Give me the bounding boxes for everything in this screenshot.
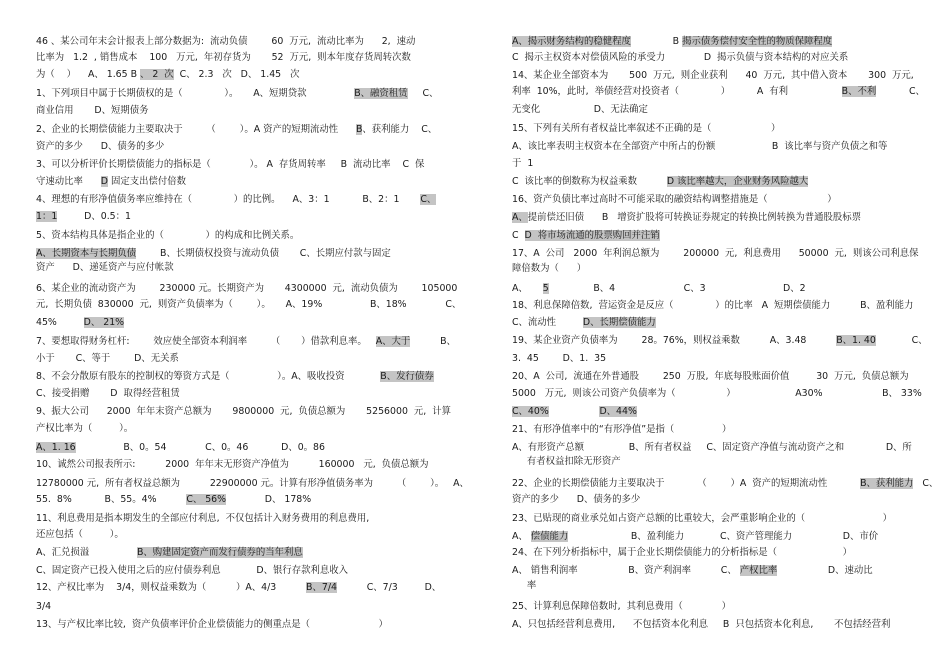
- text-segment: 14、某企业全部资本为 500 万元, 则企业获利 40 万元, 其中借入资本 300 万元,: [512, 70, 914, 81]
- text-segment: 比率为 1.2 , 销售成本 100 万元, 年初存货为 52 万元, 则本年度存货周转次数: [36, 52, 411, 63]
- highlighted-answer: D、44%: [599, 406, 637, 417]
- text-segment: 于 1: [512, 158, 534, 169]
- text-segment: 3、可以分析评价长期偿债能力的指标是（ ）。 A 存货周转率 B 流动比率 C 保: [36, 159, 425, 170]
- text-segment: A、有形资产总额 B、所有者权益 C、固定资产净值与流动资产之和 D、所: [512, 442, 912, 453]
- text-segment: 10、诚然公司报表所示: 2000 年年末无形资产净值为 160000 元, 负债总额为: [36, 459, 429, 470]
- text-segment: 22、企业的长期偿债能力主要取决于 （ ）A 资产的短期流动性: [512, 478, 861, 489]
- text-line: [36, 158, 424, 172]
- text-line: [36, 370, 434, 384]
- text-segment: B: [630, 36, 683, 47]
- text-line: [36, 175, 186, 189]
- text-segment: C、流动性: [512, 317, 583, 328]
- highlighted-answer: C、40%: [512, 406, 549, 417]
- text-segment: 3/4: [36, 601, 52, 612]
- text-segment: C 揭示主权资本对偿债风险的承受力 D 揭示负债与资本结构的对应关系: [512, 52, 849, 63]
- highlighted-answer: B、购建固定资产而发行债券的当年利息: [136, 547, 303, 558]
- text-segment: 13、与产权比率比较, 资产负债率评价企业偿债能力的侧重点是（ ）: [36, 619, 388, 630]
- text-line: [512, 103, 648, 117]
- text-segment: 23、已贴现的商业承兑如占资产总额的比重较大，会严重影响企业的（ ）: [512, 513, 893, 524]
- text-line: [512, 299, 913, 313]
- text-line: [512, 122, 780, 136]
- text-segment: 12、产权比率为 3/4，则权益乘数为（ ）A、4/3: [36, 582, 307, 593]
- highlighted-answer: D、长期偿债能力: [582, 317, 656, 328]
- text-segment: 7、要想取得财务杠杆: 效应使全部资本利润率 （ ）借款利息率。: [36, 336, 376, 347]
- highlighted-answer: 、 2 次: [140, 69, 174, 80]
- text-segment: 守速动比率: [36, 176, 101, 187]
- text-line: [36, 546, 303, 560]
- text-segment: 2、企业的长期偿债能力主要取决于 （ ）。A 资产的短期流动性: [36, 124, 356, 135]
- text-line: [36, 298, 461, 312]
- text-line: [36, 528, 124, 542]
- text-line: [36, 458, 429, 472]
- highlighted-answer: B、获利能力: [860, 478, 914, 489]
- highlighted-answer: D 该比率越大，企业财务风险越大: [666, 176, 809, 187]
- text-segment: 利率 10%，此时, 举债经营对投资者（ ） A 有利: [512, 86, 842, 97]
- highlighted-answer: D 将市场流通的股票购回并注销: [524, 230, 660, 241]
- text-line: [36, 441, 325, 455]
- text-segment: A、汇兑损溢: [36, 547, 137, 558]
- text-segment: 6、某企业的流动资产为 230000 元。长期资产为 4300000 元, 流动负债为 105000: [36, 283, 458, 294]
- text-segment: 55. 8% B、55。4%: [36, 494, 187, 505]
- text-line: [36, 140, 164, 154]
- text-line: [36, 564, 348, 578]
- text-segment: A、: [512, 283, 543, 294]
- text-segment: 16、资产负债比率过高时不可能采取的融资结构调整措施是（ ）: [512, 194, 837, 205]
- text-segment: 产权比率为（ ）。: [36, 423, 134, 434]
- text-line: [36, 123, 437, 137]
- text-segment: C、: [876, 86, 925, 97]
- text-segment: 5、资本结构具体是指企业的（ ）的构成和比例关系。: [36, 230, 300, 241]
- text-segment: 障倍数为（ ）: [512, 263, 587, 274]
- text-line: [36, 87, 438, 101]
- highlighted-answer: D: [100, 176, 108, 187]
- highlighted-answer: 5: [542, 283, 549, 294]
- text-line: [512, 51, 848, 65]
- text-segment: 15、下列有关所有者权益比率叙述不正确的是（ ）: [512, 123, 781, 134]
- text-segment: C、: [875, 335, 928, 346]
- text-line: [36, 68, 299, 82]
- text-segment: 为（ ） A、 1.65 B: [36, 69, 140, 80]
- text-line: [512, 211, 861, 225]
- text-line: [36, 229, 299, 243]
- text-segment: C、7/3 D、: [336, 582, 442, 593]
- text-segment: 25、计算利息保障倍数时, 其利息费用（ ）: [512, 601, 731, 612]
- text-segment: A、 销售利润率 B、资产利润率 C、: [512, 565, 740, 576]
- text-line: [512, 262, 586, 276]
- text-segment: A、该比率表明主权资本在全部资产中所占的份额 B 该比率与资产负债之和等: [512, 141, 888, 152]
- text-segment: 元, 长期负债 830000 元, 则资产负债率为（ ）。 A、19% B、18% C、: [36, 299, 462, 310]
- text-segment: 12780000 元, 所有者权益总额为 22900000 元。计算有形净值债务率为 （ ）。 A、: [36, 478, 469, 489]
- text-line: [512, 512, 892, 526]
- text-line: [36, 335, 456, 349]
- highlighted-answer: C、: [420, 194, 437, 205]
- text-segment: 8、不会分散原有股东的控制权的筹资方式是（ ）。A、吸收投资: [36, 371, 381, 382]
- text-line: [36, 261, 174, 275]
- highlighted-answer: 1：1: [36, 211, 58, 222]
- text-line: [36, 422, 133, 436]
- text-line: [36, 512, 369, 526]
- highlighted-answer: B、融资租赁: [354, 88, 408, 99]
- text-line: [36, 477, 469, 491]
- text-line: [36, 600, 51, 614]
- highlighted-answer: C、 56%: [186, 494, 227, 505]
- highlighted-answer: A、长期资本与长期负债: [36, 248, 137, 259]
- text-line: [512, 229, 660, 243]
- text-segment: C、: [407, 88, 439, 99]
- text-segment: 20、A 公司, 流通在外普通股 250 万股, 年底每股账面价值 30 万元, 负债总额为: [512, 371, 909, 382]
- highlighted-answer: B、1. 40: [836, 335, 876, 346]
- highlighted-answer: 产权比率: [739, 565, 778, 576]
- text-segment: 17、A 公司 2000 年利润总额为 200000 元, 利息费用 50000 元, 则该公司利息保: [512, 248, 919, 259]
- text-segment: 1、下列项目中属于长期债权的是（ ）。 A、短期贷款: [36, 88, 355, 99]
- text-segment: C、 2.3 次 D、 1.45 次: [173, 69, 300, 80]
- text-segment: B、4 C、3 D、2: [548, 283, 806, 294]
- text-segment: C、固定资产已投入使用之后的应付债券利息 D、银行存款利息收入: [36, 565, 349, 576]
- text-segment: 46 、某公司年末会计报表上部分数据为: 流动负债 60 万元, 流动比率为 2, 速动: [36, 36, 416, 47]
- highlighted-answer: A、大于: [375, 336, 411, 347]
- text-segment: D、 178%: [226, 494, 312, 505]
- text-segment: 提前偿还旧债 B 增资扩股将可转换证券规定的转换比例转换为普通股股标票: [527, 212, 862, 223]
- text-line: [512, 175, 808, 189]
- highlighted-answer: B、不利: [841, 86, 877, 97]
- text-segment: 资产 D、递延资产与应付帐款: [36, 262, 174, 273]
- text-line: [512, 600, 731, 614]
- text-line: [36, 405, 451, 419]
- text-line: [512, 579, 536, 593]
- text-segment: 5000 万元, 则该公司资产负债率为（ ） A30% B、 33%: [512, 388, 922, 399]
- text-segment: 无变化 D、无法确定: [512, 104, 648, 115]
- text-segment: 资产的多少 D、债务的多少: [512, 494, 641, 505]
- text-segment: B、长期债权投资与流动负债 C、长期应付款与固定: [136, 248, 391, 259]
- text-segment: 率: [512, 580, 537, 591]
- text-line: [512, 546, 852, 560]
- highlighted-answer: B、发行债券: [380, 371, 434, 382]
- text-segment: 4、理想的有形净值债务率应维持在（ ）的比例。 A、3：1 B、2：1: [36, 194, 421, 205]
- highlighted-answer: A、1. 16: [36, 442, 76, 453]
- text-line: [512, 316, 656, 330]
- highlighted-answer: B、7/4: [306, 582, 337, 593]
- text-segment: A、: [512, 531, 531, 542]
- text-segment: C、接受捐赠 D 取得经营租赁: [36, 388, 180, 399]
- highlighted-answer: A、: [512, 212, 528, 223]
- text-segment: [549, 406, 600, 417]
- text-segment: 、获利能力 C、: [362, 124, 438, 135]
- highlighted-answer: A、揭示财务结构的稳健程度: [512, 36, 631, 47]
- text-segment: 固定支出偿付倍数: [108, 176, 186, 187]
- text-line: [512, 387, 922, 401]
- text-segment: C 该比率的倒数称为权益乘数: [512, 176, 667, 187]
- text-line: [512, 423, 731, 437]
- text-segment: 有者权益扣除无形资产: [512, 456, 621, 467]
- text-segment: D、0.5：1: [57, 211, 131, 222]
- text-segment: 商业信用 D、短期债务: [36, 105, 149, 116]
- text-segment: B、: [410, 336, 456, 347]
- text-line: [36, 387, 180, 401]
- text-line: [36, 210, 131, 224]
- text-line: [512, 405, 637, 419]
- text-line: [512, 85, 925, 99]
- text-line: [36, 493, 311, 507]
- text-segment: 资产的多少 D、债务的多少: [36, 141, 165, 152]
- text-line: [512, 493, 640, 507]
- text-line: [36, 35, 415, 49]
- text-segment: 24、在下列分析指标中，属于企业长期偿债能力的分析指标是（ ）: [512, 547, 852, 558]
- highlighted-answer: 揭示债务偿付安全性的物质保障程度: [682, 36, 833, 47]
- highlighted-answer: B: [355, 124, 363, 135]
- text-line: [36, 352, 179, 366]
- text-line: [36, 247, 391, 261]
- text-line: [512, 618, 890, 632]
- text-line: [36, 618, 388, 632]
- text-line: [36, 193, 436, 207]
- text-line: [36, 51, 411, 65]
- highlighted-answer: 偿债能力: [530, 531, 569, 542]
- text-line: [512, 140, 887, 154]
- text-segment: 19、某企业资产负债率为 28。76%，则权益乘数 A、3.48: [512, 335, 837, 346]
- text-segment: 3. 45 D、1. 35: [512, 353, 607, 364]
- text-segment: 11、利息费用是指本期发生的全部应付利息, 不仅包括计入财务费用的利息费用,: [36, 513, 370, 524]
- text-segment: 45%: [36, 317, 84, 328]
- text-line: [512, 69, 914, 83]
- text-line: [512, 334, 928, 348]
- text-segment: B、0。54 C、0。46 D、0。86: [75, 442, 325, 453]
- text-line: [512, 564, 873, 578]
- text-line: [512, 352, 606, 366]
- text-line: [512, 530, 878, 544]
- text-line: [36, 104, 148, 118]
- text-segment: 小于 C、等于 D、无关系: [36, 353, 179, 364]
- text-segment: 21、有形净值率中的“有形净值”是指（ ）: [512, 424, 732, 435]
- text-segment: C、: [913, 478, 939, 489]
- highlighted-answer: D、 21%: [83, 317, 125, 328]
- text-line: [512, 441, 912, 455]
- text-segment: D、速动比: [777, 565, 873, 576]
- text-line: [512, 35, 832, 49]
- text-line: [512, 370, 909, 384]
- text-line: [512, 157, 533, 171]
- text-segment: 18、利息保障倍数, 营运资金是反应（ ）的比率 A 短期偿债能力 B、盈利能力: [512, 300, 914, 311]
- text-line: [512, 477, 938, 491]
- text-line: [512, 247, 918, 261]
- text-line: [36, 282, 457, 296]
- text-line: [512, 282, 806, 296]
- text-segment: C: [512, 230, 525, 241]
- text-line: [36, 581, 441, 595]
- text-line: [512, 455, 621, 469]
- text-segment: 还应包括（ ）。: [36, 529, 124, 540]
- text-line: [512, 193, 837, 207]
- text-segment: B、盈利能力 C、资产管理能力 D、市价: [568, 531, 879, 542]
- text-segment: A、只包括经营利息费用, 不包括资本化利息 B 只包括资本化利息, 不包括经营利: [512, 619, 891, 630]
- text-line: [36, 316, 124, 330]
- text-segment: 9、振大公司 2000 年年末资产总额为 9800000 元, 负债总额为 5256000 元, 计算: [36, 406, 451, 417]
